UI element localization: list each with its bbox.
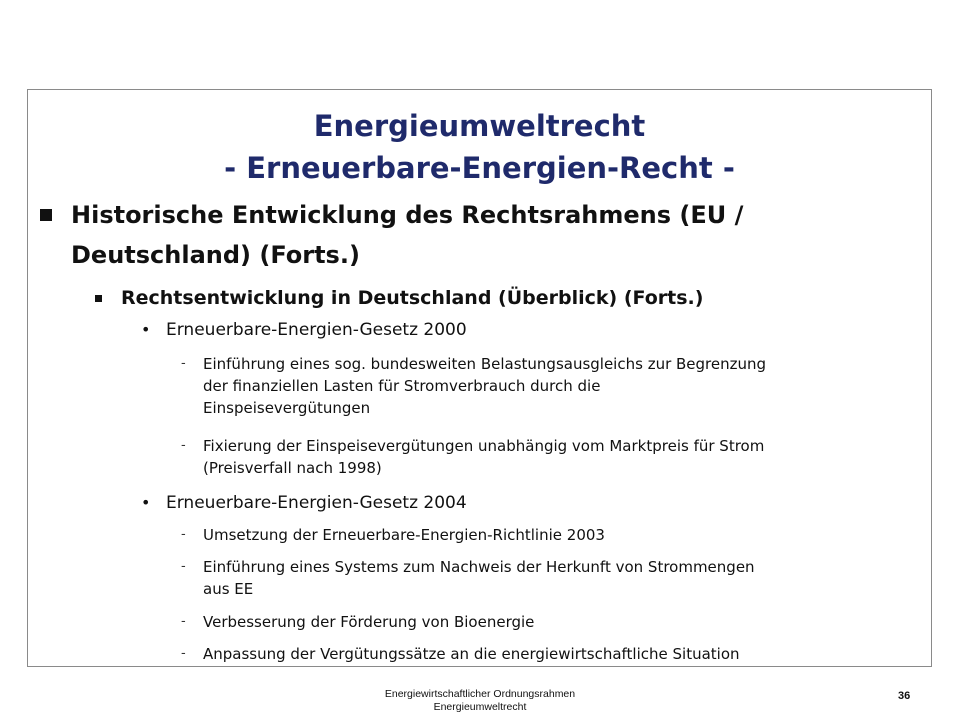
footer-line-1: Energiewirtschaftlicher Ordnungsrahmen xyxy=(384,688,576,700)
title-line-2: - Erneuerbare-Energien-Recht - xyxy=(224,151,735,185)
item-line: der finanziellen Lasten für Stromverbrauch durch die xyxy=(203,377,601,395)
footer xyxy=(330,688,630,714)
item-line: Umsetzung der Erneuerbare-Energien-Richtlinie 2003 xyxy=(203,526,605,544)
heading-line-2: Deutschland) (Forts.) xyxy=(71,241,360,269)
item-line: Verbesserung der Förderung von Bioenergie xyxy=(203,613,535,631)
title-line-1: Energieumweltrecht xyxy=(313,109,646,143)
small-square-bullet-icon xyxy=(95,295,102,302)
dash-bullet-icon: - xyxy=(181,527,186,542)
item-line: Einführung eines Systems zum Nachweis der Herkunft von Strommengen xyxy=(203,558,755,576)
dash-bullet-icon: - xyxy=(181,559,186,574)
item-line: Anpassung der Vergütungssätze an die energiewirtschaftliche Situation xyxy=(203,645,740,663)
round-bullet-icon: • xyxy=(141,493,151,512)
item-line: Einspeisevergütungen xyxy=(203,399,371,417)
section-label: Erneuerbare-Energien-Gesetz 2004 xyxy=(166,493,467,513)
item-line: Einführung eines sog. bundesweiten Belastungsausgleichs zur Begrenzung xyxy=(203,355,767,373)
square-bullet-icon xyxy=(40,209,52,221)
heading-line-1: Historische Entwicklung des Rechtsrahmens (EU / xyxy=(71,201,744,229)
item-line: aus EE xyxy=(203,580,254,598)
dash-bullet-icon: - xyxy=(181,438,186,453)
dash-bullet-icon: - xyxy=(181,614,186,629)
item-line: (Preisverfall nach 1998) xyxy=(203,459,382,477)
item-line: Fixierung der Einspeisevergütungen unabhängig vom Marktpreis für Strom xyxy=(203,437,765,455)
page-number: 36 xyxy=(898,690,911,702)
subheading: Rechtsentwicklung in Deutschland (Überblick) (Forts.) xyxy=(121,287,704,309)
dash-bullet-icon: - xyxy=(181,646,186,661)
section-label: Erneuerbare-Energien-Gesetz 2000 xyxy=(166,320,467,340)
footer-line-2: Energieumweltrecht xyxy=(433,701,527,713)
round-bullet-icon: • xyxy=(141,320,151,339)
dash-bullet-icon: - xyxy=(181,356,186,371)
